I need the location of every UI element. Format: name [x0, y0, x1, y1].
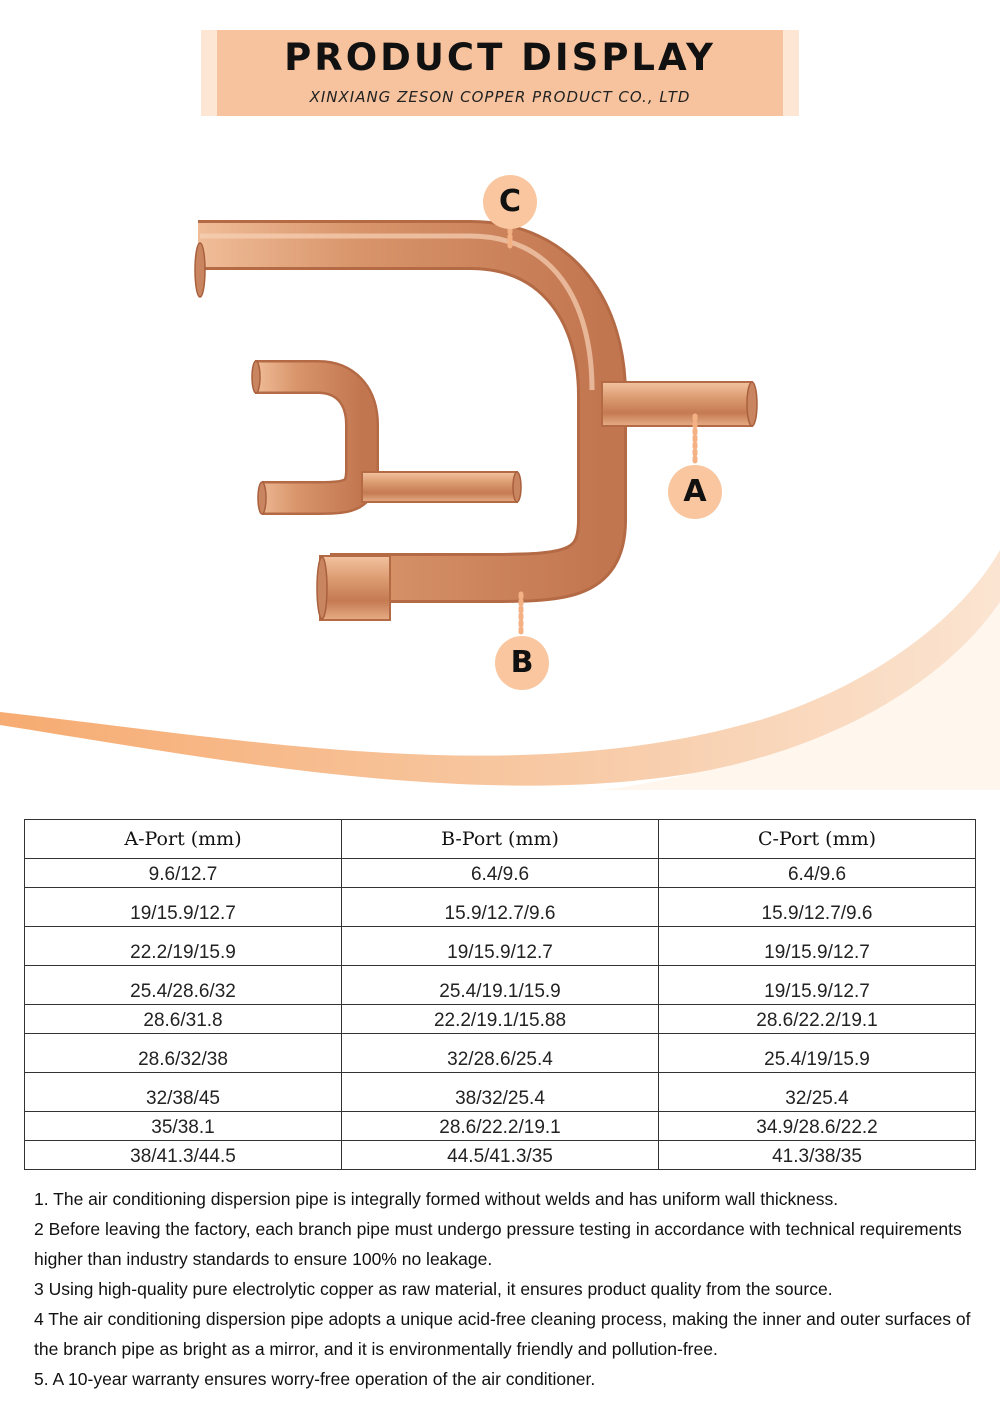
table-cell: 25.4/19/15.9 — [659, 1034, 976, 1073]
table-cell: 41.3/38/35 — [659, 1141, 976, 1170]
product-graphic — [0, 150, 1000, 790]
table-cell: 38/32/25.4 — [342, 1073, 659, 1112]
table-row — [25, 966, 976, 1005]
column-header-b-port: B-Port (mm) — [342, 820, 659, 859]
port-label-c: C — [483, 175, 537, 229]
table-cell: 19/15.9/12.7 — [659, 927, 976, 966]
note-item: 1. The air conditioning dispersion pipe is integrally formed without welds and has uniform wall thickness. — [34, 1189, 839, 1209]
table-cell: 25.4/28.6/32 — [25, 966, 342, 1005]
table-cell: 19/15.9/12.7 — [25, 888, 342, 927]
table-row — [25, 1073, 976, 1112]
table-row — [25, 1112, 976, 1141]
small-branch-pipe — [252, 361, 521, 514]
table-cell: 32/25.4 — [659, 1073, 976, 1112]
header-banner — [217, 30, 783, 116]
port-spec-table — [24, 819, 976, 1170]
column-header-c-port: C-Port (mm) — [659, 820, 976, 859]
company-name: XINXIANG ZESON COPPER PRODUCT CO., LTD — [309, 88, 691, 106]
table-cell: 6.4/9.6 — [342, 859, 659, 888]
product-notes — [34, 1184, 974, 1394]
table-row — [25, 927, 976, 966]
table-cell: 19/15.9/12.7 — [342, 927, 659, 966]
table-row — [25, 859, 976, 888]
table-cell: 6.4/9.6 — [659, 859, 976, 888]
table-cell: 34.9/28.6/22.2 — [659, 1112, 976, 1141]
column-header-a-port: A-Port (mm) — [25, 820, 342, 859]
table-cell: 25.4/19.1/15.9 — [342, 966, 659, 1005]
table-cell: 15.9/12.7/9.6 — [342, 888, 659, 927]
table-cell: 38/41.3/44.5 — [25, 1141, 342, 1170]
product-illustration — [0, 150, 1000, 790]
table-row — [25, 888, 976, 927]
table-cell: 22.2/19/15.9 — [25, 927, 342, 966]
page-title: PRODUCT DISPLAY — [284, 36, 716, 79]
large-branch-pipe — [195, 236, 757, 620]
table-cell: 28.6/22.2/19.1 — [342, 1112, 659, 1141]
table-row — [25, 1005, 976, 1034]
table-cell: 32/28.6/25.4 — [342, 1034, 659, 1073]
table-cell: 28.6/32/38 — [25, 1034, 342, 1073]
table-cell: 9.6/12.7 — [25, 859, 342, 888]
table-cell: 35/38.1 — [25, 1112, 342, 1141]
table-cell: 22.2/19.1/15.88 — [342, 1005, 659, 1034]
table-row — [25, 1034, 976, 1073]
table-cell: 28.6/22.2/19.1 — [659, 1005, 976, 1034]
note-item: 2 Before leaving the factory, each branch pipe must undergo pressure testing in accordance with technical requirements higher than industry standards to ensure 100% no leakage. — [34, 1219, 962, 1269]
table-cell: 44.5/41.3/35 — [342, 1141, 659, 1170]
port-label-a: A — [668, 465, 722, 519]
table-cell: 28.6/31.8 — [25, 1005, 342, 1034]
note-item: 5. A 10-year warranty ensures worry-free operation of the air conditioner. — [34, 1369, 596, 1389]
table-cell: 19/15.9/12.7 — [659, 966, 976, 1005]
table-cell: 32/38/45 — [25, 1073, 342, 1112]
port-label-b: B — [495, 636, 549, 690]
table-cell: 15.9/12.7/9.6 — [659, 888, 976, 927]
note-item: 3 Using high-quality pure electrolytic copper as raw material, it ensures product quality from the source. — [34, 1279, 833, 1299]
table-row — [25, 1141, 976, 1170]
table-header-row — [25, 820, 976, 859]
note-item: 4 The air conditioning dispersion pipe adopts a unique acid-free cleaning process, making the inner and outer surfaces of the branch pipe as bright as a mirror, and it is environmentally friendly and pollution-free. — [34, 1309, 971, 1359]
